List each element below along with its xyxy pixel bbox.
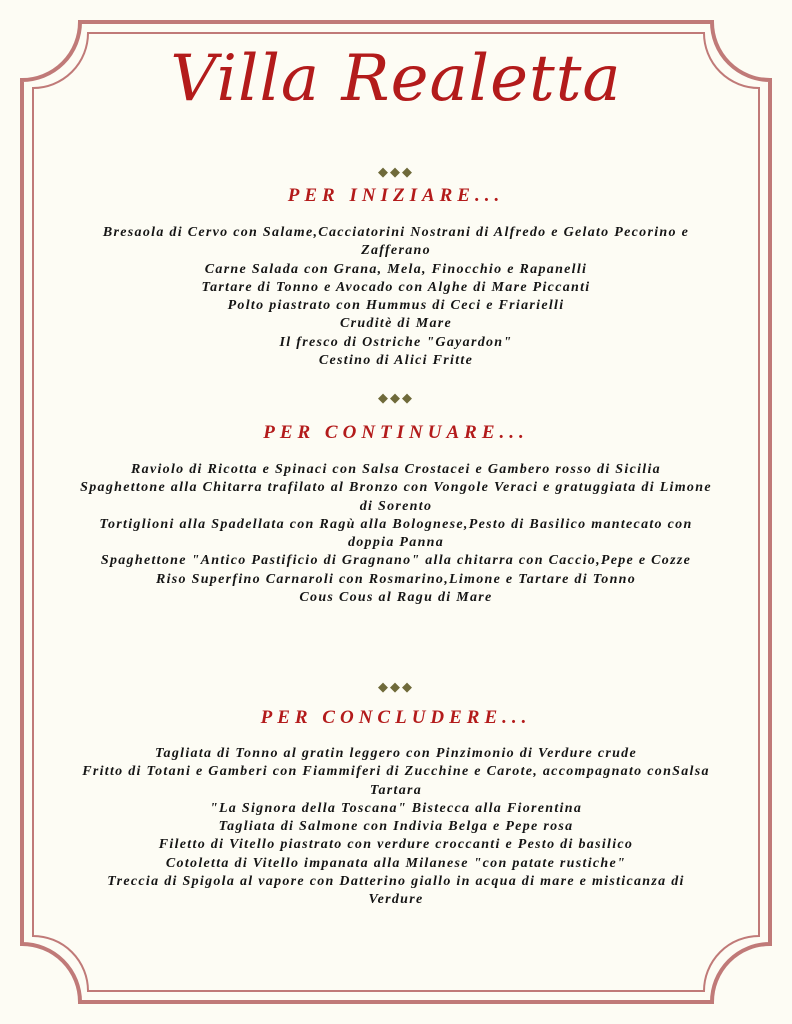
menu-item: Treccia di Spigola al vapore con Datterino giallo in acqua di mare e misticanza di Verdure: [107, 874, 685, 908]
menu-item: Cous Cous al Ragu di Mare: [299, 590, 493, 606]
menu-item: Riso Superfino Carnaroli con Rosmarino,Limone e Tartare di Tonno: [155, 571, 637, 587]
section-title-iniziare: PER INIZIARE...: [287, 185, 505, 206]
diamonds-icon: ◆◆◆: [378, 680, 414, 695]
menu-item: Cestino di Alici Fritte: [318, 353, 474, 369]
diamonds-icon: ◆◆◆: [378, 165, 414, 180]
menu-item: Carne Salada con Grana, Mela, Finocchio e Rapanelli: [204, 261, 588, 277]
menu-item: Raviolo di Ricotta e Spinaci con Salsa Crostacei e Gambero rosso di Sicilia: [131, 462, 661, 477]
section-title-concludere: PER CONCLUDERE...: [260, 707, 532, 728]
menu-item: Tagliata di Tonno al gratin leggero con Pinzimonio di Verdure crude: [154, 746, 637, 761]
section-items-concludere: [80, 745, 712, 910]
menu-item: "La Signora della Toscana" Bistecca alla Fiorentina: [209, 800, 583, 816]
menu-item: Tartare di Tonno e Avocado con Alghe di Mare Piccanti: [201, 279, 591, 295]
restaurant-name: Villa Realetta: [170, 42, 622, 116]
menu-item: Filetto di Vitello piastrato con verdure croccanti e Pesto di basilico: [158, 837, 634, 853]
diamonds-icon: ◆◆◆: [378, 391, 414, 406]
menu-item: Cotoletta di Vitello impanata alla Milanese "con patate rustiche": [165, 855, 627, 871]
menu-item: Tortiglioni alla Spadellata con Ragù alla Bolognese,Pesto di Basilico mantecato con doppia Panna: [99, 516, 693, 551]
section-title-continuare: PER CONTINUARE...: [263, 422, 529, 443]
menu-item: Fritto di Totani e Gamberi con Fiammiferi di Zucchine e Carote, accompagnato conSalsa Tartara: [82, 764, 710, 798]
menu-item: Bresaola di Cervo con Salame,Cacciatorini Nostrani di Alfredo e Gelato Pecorino e Zafferano: [102, 225, 690, 259]
menu-item: Spaghettone alla Chitarra trafilato al Bronzo con Vongole Veraci e gratuggiata di Limone di Sorento: [80, 480, 712, 514]
section-items-continuare: [80, 461, 712, 607]
section-items-iniziare: [80, 224, 712, 370]
menu-item: Polto piastrato con Hummus di Ceci e Friarielli: [227, 298, 565, 314]
menu-item: Tagliata di Salmone con Indivia Belga e Pepe rosa: [218, 819, 574, 835]
menu-item: Cruditè di Mare: [339, 316, 453, 332]
menu-item: Spaghettone "Antico Pastificio di Gragnano" alla chitarra con Caccio,Pepe e Cozze: [100, 553, 692, 569]
menu-item: Il fresco di Ostriche "Gayardon": [279, 334, 513, 350]
